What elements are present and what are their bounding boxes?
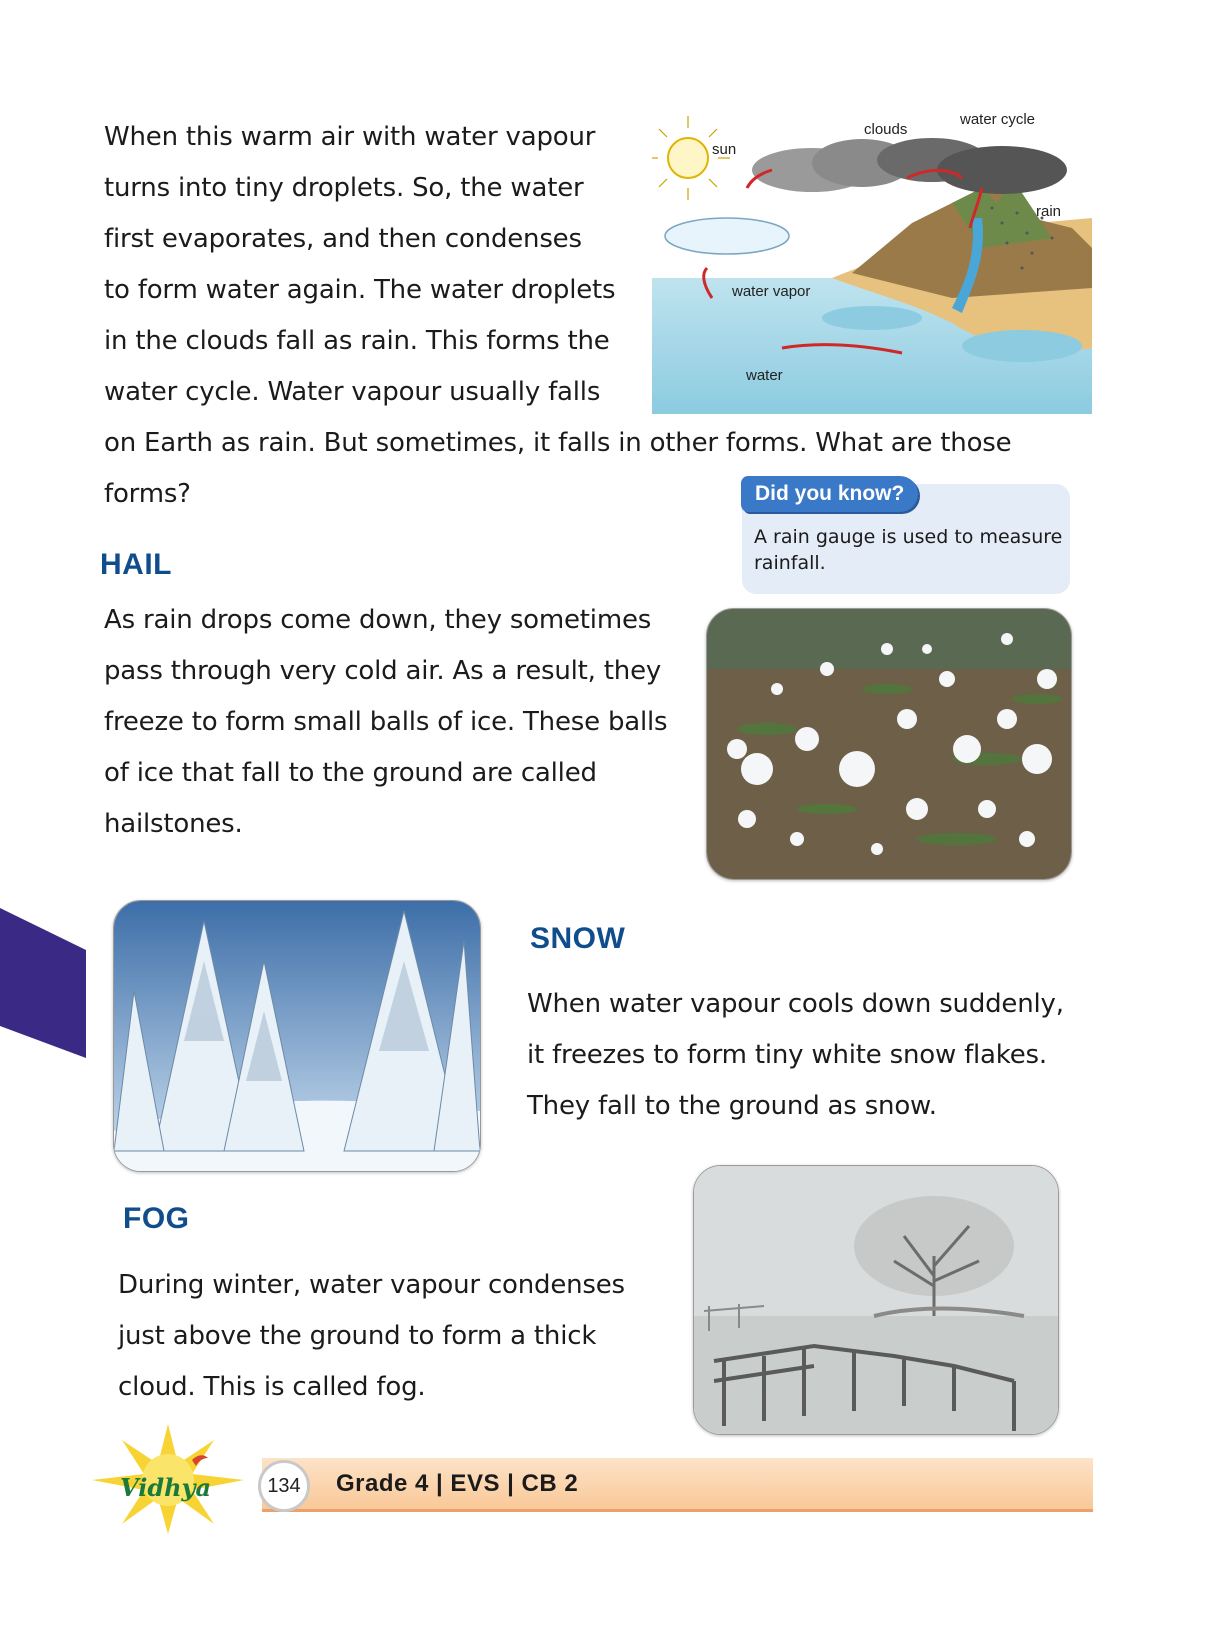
- intro-line: first evaporates, and then condenses: [104, 224, 582, 254]
- footer-title: Grade 4 | EVS | CB 2: [336, 1470, 579, 1497]
- intro-line: in the clouds fall as rain. This forms the: [104, 326, 610, 356]
- vidhya-logo: [84, 1420, 252, 1538]
- fog-photo: [693, 1165, 1059, 1435]
- snow-line: it freezes to form tiny white snow flakes.: [527, 1040, 1047, 1070]
- water-cycle-diagram: [652, 108, 1092, 414]
- intro-line: on Earth as rain. But sometimes, it falls in other forms. What are those: [104, 428, 1012, 458]
- fog-line: just above the ground to form a thick: [118, 1321, 597, 1351]
- hail-line: freeze to form small balls of ice. These balls: [104, 707, 668, 737]
- did-you-know-text: [754, 524, 1070, 576]
- page-number-text: 134: [267, 1474, 301, 1497]
- hailstones-photo: [706, 608, 1072, 880]
- snow-line: They fall to the ground as snow.: [527, 1091, 937, 1121]
- did-you-know-line: A rain gauge is used to measure: [754, 526, 1063, 548]
- hail-line: of ice that fall to the ground are called: [104, 758, 597, 788]
- vapour-cloud-icon: [665, 218, 789, 254]
- cloud-icon: [752, 138, 1067, 194]
- side-tab: [0, 908, 86, 1058]
- intro-line: turns into tiny droplets. So, the water: [104, 173, 584, 203]
- did-you-know-line: rainfall.: [754, 552, 826, 574]
- fog-heading: FOG: [123, 1202, 190, 1235]
- intro-line: When this warm air with water vapour: [104, 122, 596, 152]
- logo-text: Vidhya: [120, 1473, 212, 1502]
- fog-line: cloud. This is called fog.: [118, 1372, 426, 1402]
- diagram-label-rain: rain: [1036, 203, 1062, 220]
- diagram-label-water: water: [746, 367, 783, 384]
- snow-photo: [113, 900, 481, 1172]
- diagram-label-vapour: water vapor: [732, 283, 811, 300]
- diagram-label-title: water cycle: [960, 111, 1036, 128]
- hail-line: As rain drops come down, they sometimes: [104, 605, 652, 635]
- did-you-know-tab: Did you know?: [741, 476, 918, 512]
- intro-line: to form water again. The water droplets: [104, 275, 616, 305]
- snow-line: When water vapour cools down suddenly,: [527, 989, 1064, 1019]
- snow-paragraph: [527, 979, 1127, 1132]
- intro-line: water cycle. Water vapour usually falls: [104, 377, 601, 407]
- sun-icon: [652, 116, 730, 200]
- snow-heading: SNOW: [530, 922, 626, 955]
- hail-line: pass through very cold air. As a result, they: [104, 656, 662, 686]
- hail-paragraph: [104, 595, 694, 850]
- intro-line: forms?: [104, 479, 191, 509]
- fog-paragraph: [118, 1260, 678, 1413]
- fog-line: During winter, water vapour condenses: [118, 1270, 625, 1300]
- diagram-label-clouds: clouds: [864, 121, 908, 138]
- hail-heading: HAIL: [100, 548, 172, 581]
- hail-line: hailstones.: [104, 809, 243, 839]
- diagram-label-sun: sun: [712, 141, 737, 158]
- page-number: [258, 1460, 310, 1512]
